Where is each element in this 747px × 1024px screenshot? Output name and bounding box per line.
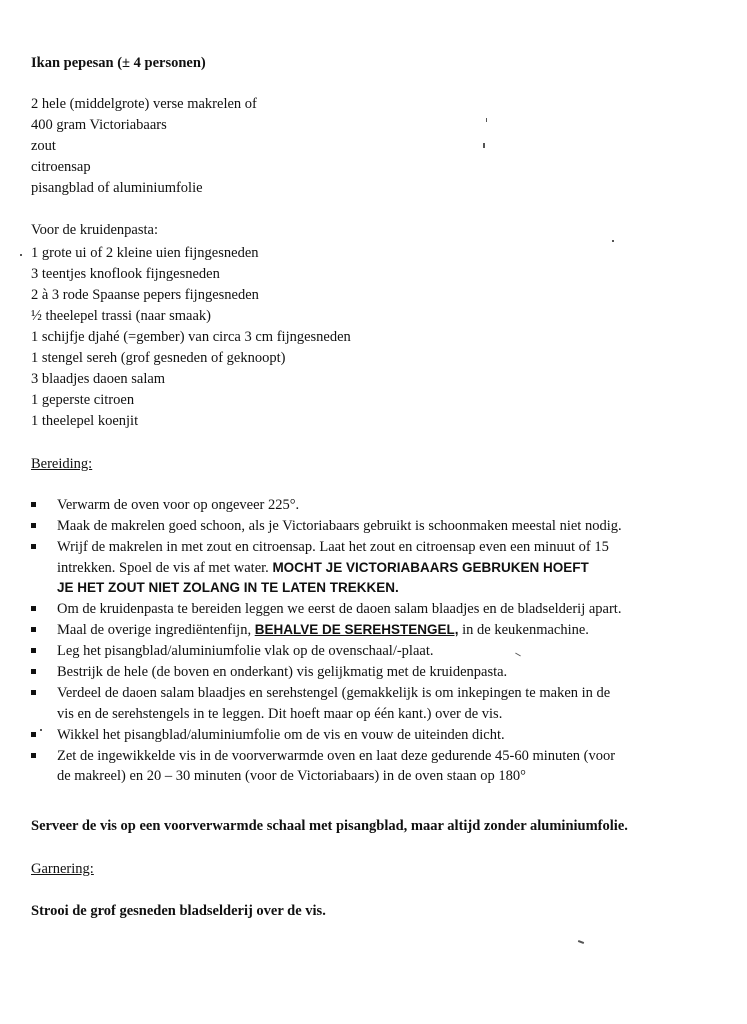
bullet-icon	[31, 502, 36, 507]
bullet-icon	[31, 753, 36, 758]
paste-heading: Voor de kruidenpasta:	[31, 222, 158, 238]
bullet-icon	[31, 606, 36, 611]
paste-ingredient-item: 3 blaadjes daoen salam	[31, 371, 166, 387]
step-text: Om de kruidenpasta te bereiden leggen we eerst de daoen salam blaadjes en de bladselderij apart.	[57, 601, 622, 617]
step-item	[31, 641, 721, 662]
scan-speck	[483, 143, 485, 148]
step-text: intrekken. Spoel de vis af met water.	[57, 559, 273, 576]
paste-ingredient-item: 2 à 3 rode Spaanse pepers fijngesneden	[31, 287, 259, 303]
step-text: Verdeel de daoen salam blaadjes en serehstengel (gemakkelijk is om inkepingen te maken in de	[57, 685, 611, 701]
scan-speck	[40, 729, 42, 731]
bullet-icon	[31, 732, 36, 737]
step-text: Maal de overige ingrediëntenfijn,	[57, 622, 255, 638]
paste-ingredient-item: 1 theelepel koenjit	[31, 413, 139, 429]
scan-speck	[578, 940, 584, 944]
bullet-icon	[31, 648, 36, 653]
bullet-icon	[31, 690, 36, 695]
preparation-steps-list	[31, 495, 721, 787]
ingredient-item: citroensap	[31, 159, 91, 175]
step-item	[31, 725, 721, 746]
ingredient-item: 400 gram Victoriabaars	[31, 117, 167, 133]
step-item	[31, 537, 721, 599]
scan-speck	[612, 240, 614, 242]
step-item	[31, 662, 721, 683]
scan-speck	[486, 118, 487, 122]
step-emphasis: BEHALVE DE SEREHSTENGEL,	[254, 622, 459, 637]
recipe-title: Ikan pepesan (± 4 personen)	[31, 55, 206, 71]
paste-ingredient-item: 3 teentjes knoflook fijngesneden	[31, 266, 220, 282]
paste-ingredient-item: 1 geperste citroen	[31, 392, 135, 408]
ingredient-item: pisangblad of aluminiumfolie	[31, 180, 203, 196]
ingredient-item: 2 hele (middelgrote) verse makrelen of	[31, 96, 257, 112]
step-item	[31, 620, 721, 641]
paste-ingredient-item: 1 schijfje djahé (=gember) van circa 3 cm fijngesneden	[31, 329, 351, 345]
step-text: Wikkel het pisangblad/aluminiumfolie om de vis en vouw de uiteinden dicht.	[57, 726, 505, 743]
step-text: Bestrijk de hele (de boven en onderkant) vis gelijkmatig met de kruidenpasta.	[57, 664, 508, 680]
step-text: Wrijf de makrelen in met zout en citroensap. Laat het zout en citroensap even een minuut of 15	[57, 539, 609, 555]
serving-note: Serveer de vis op een voorverwarmde schaal met pisangblad, maar altijd zonder aluminiumfolie.	[31, 818, 628, 834]
bullet-icon	[31, 627, 36, 632]
paste-ingredient-item: 1 grote ui of 2 kleine uien fijngesneden	[31, 245, 259, 261]
ingredient-item: zout	[31, 138, 56, 154]
scan-speck	[20, 254, 22, 256]
step-emphasis: JE HET ZOUT NIET ZOLANG IN TE LATEN TREKKEN.	[57, 580, 399, 595]
paste-ingredient-item: ½ theelepel trassi (naar smaak)	[31, 308, 211, 324]
step-text: Maak de makrelen goed schoon, als je Victoriabaars gebruikt is schoonmaken meestal niet nodig.	[57, 518, 622, 534]
garnish-note: Strooi de grof gesneden bladselderij over de vis.	[31, 903, 326, 919]
step-text: in de keukenmachine.	[458, 622, 589, 638]
step-text: Verwarm de oven voor op ongeveer 225°.	[57, 497, 300, 513]
main-ingredients-list	[31, 94, 257, 199]
paste-ingredients-list	[31, 243, 351, 432]
step-text: Leg het pisangblad/aluminiumfolie vlak op de ovenschaal/-plaat.	[57, 643, 434, 659]
garnering-heading: Garnering:	[31, 861, 94, 877]
step-text: Zet de ingewikkelde vis in de voorverwarmde oven en laat deze gedurende 45-60 minuten (voor	[57, 747, 616, 764]
step-item	[31, 495, 721, 516]
step-item	[31, 599, 721, 620]
step-item	[31, 516, 721, 537]
bullet-icon	[31, 544, 36, 549]
step-item	[31, 683, 721, 724]
step-text: de makreel) en 20 – 30 minuten (voor de Victoriabaars) in de oven staan op 180°	[57, 768, 526, 784]
paste-ingredient-item: 1 stengel sereh (grof gesneden of geknoopt)	[31, 350, 286, 366]
bullet-icon	[31, 669, 36, 674]
step-text: vis en de serehstengels in te leggen. Dit hoeft maar op één kant.) over de vis.	[57, 705, 503, 722]
bereiding-heading: Bereiding:	[31, 456, 93, 472]
bullet-icon	[31, 523, 36, 528]
step-emphasis: MOCHT JE VICTORIABAARS GEBRUKEN HOEFT	[272, 559, 589, 575]
step-item	[31, 746, 721, 787]
